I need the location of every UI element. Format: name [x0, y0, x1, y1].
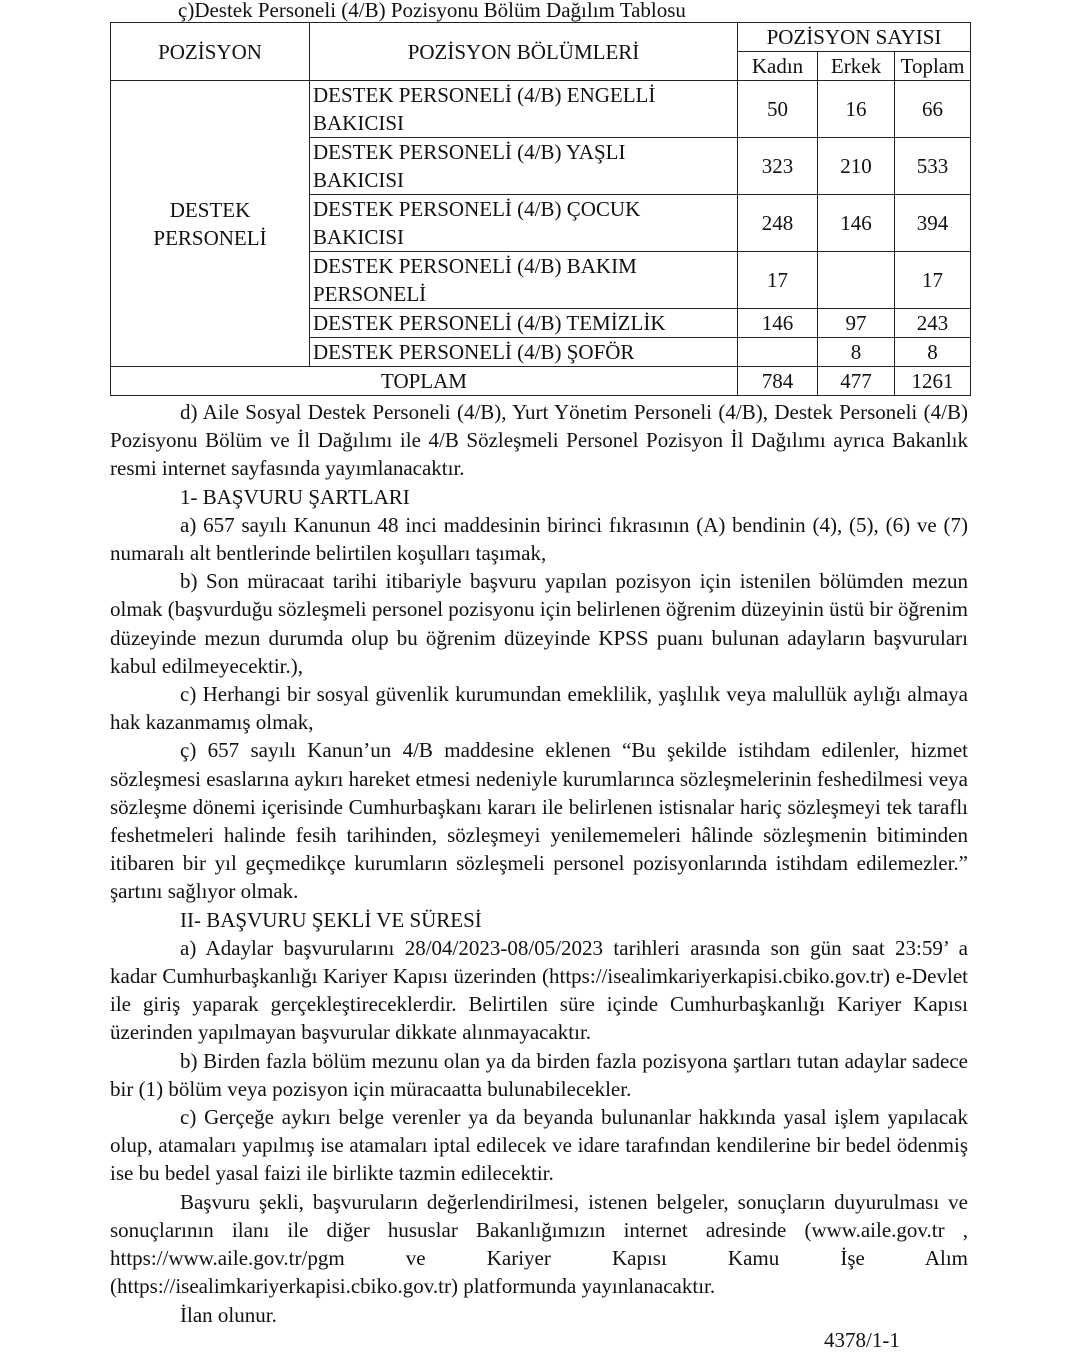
group-label [111, 81, 310, 367]
total-row [111, 367, 971, 396]
position-distribution-table [110, 22, 971, 396]
total-male: 477 [818, 367, 895, 396]
total-female: 784 [738, 367, 818, 396]
male-count: 97 [818, 309, 895, 338]
section-name [310, 81, 738, 138]
header-position: POZİSYON [111, 23, 310, 81]
female-count: 50 [738, 81, 818, 138]
heading-application-method: II- BAŞVURU ŞEKLİ VE SÜRESİ [180, 907, 482, 932]
total-count: 8 [895, 338, 971, 367]
document-body [110, 398, 968, 1329]
header-sections: POZİSYON BÖLÜMLERİ [310, 23, 738, 81]
header-total: Toplam [895, 52, 971, 81]
method-b: b) Birden fazla bölüm mezunu olan ya da birden fazla pozisyona şartları tutan adaylar sadece bir (1) bölüm veya pozisyon için müracaatta bulunabilecekler. [110, 1048, 968, 1101]
section-name: DESTEK PERSONELİ (4/B) TEMİZLİK [310, 309, 738, 338]
heading-application-requirements: 1- BAŞVURU ŞARTLARI [180, 484, 410, 509]
grand-total: 1261 [895, 367, 971, 396]
table-caption: ç)Destek Personeli (4/B) Pozisyonu Bölüm Dağılım Tablosu [178, 0, 686, 22]
male-count: 8 [818, 338, 895, 367]
table-row [111, 81, 971, 138]
total-count: 243 [895, 309, 971, 338]
paragraph-d: d) Aile Sosyal Destek Personeli (4/B), Yurt Yönetim Personeli (4/B), Destek Personeli (4/B) Pozisyonu Bölüm ve İl Dağılımı ile 4/B Sözleşmeli Personel Pozisyon İl Dağılımı ayrıca Bakanlık resmi internet sayfasında yayımlanacaktır. [110, 400, 968, 481]
section-name [310, 195, 738, 252]
requirement-c-cedilla: ç) 657 sayılı Kanun’un 4/B maddesine eklenen “Bu şekilde istihdam edilenler, hizmet sözleşmesi esaslarına aykırı hareket etmesi nedeniyle kurumlarınca sözleşmelerinin feshedilmesi veya sözleşme dönemi içerisinde Cumhurbaşkanı kararı ile belirlenen istisnalar hariç sözleşmeyi tek taraflı feshetmeleri halinde fesih tarihinden, sözleşmeyi yenilememeleri hâlinde sözleşmenin bitiminden itibaren bir yıl geçmedikçe kurumların sözleşmeli personel pozisyonlarında istihdam edilemezler.” şartını sağlıyor olmak. [110, 738, 968, 904]
section-name: DESTEK PERSONELİ (4/B) ŞOFÖR [310, 338, 738, 367]
announcement-line: İlan olunur. [180, 1302, 277, 1327]
requirement-a: a) 657 sayılı Kanunun 48 inci maddesinin birinci fıkrasının (A) bendinin (4), (5), (6) ve (7) numaralı alt bentlerinde belirtilen koşulları taşımak, [110, 512, 968, 566]
total-label: TOPLAM [111, 367, 738, 396]
section-name-line2: BAKICISI [313, 225, 405, 249]
female-count: 248 [738, 195, 818, 252]
male-count: 210 [818, 138, 895, 195]
male-count [818, 252, 895, 309]
document-reference-number: 4378/1-1 [824, 1328, 900, 1352]
section-name-line2: PERSONELİ [313, 282, 427, 306]
group-label-line1: DESTEK [169, 197, 251, 222]
section-name-line2: BAKICISI [313, 111, 405, 135]
female-count [738, 338, 818, 367]
female-count: 17 [738, 252, 818, 309]
header-female: Kadın [738, 52, 818, 81]
requirement-b: b) Son müracaat tarihi itibariyle başvuru yapılan pozisyon için istenilen bölümden mezun olmak (başvurduğu sözleşmeli personel pozisyonu için belirlenen öğrenim düzeyinin üstü bir öğrenim düzeyinde mezun durumda olup bu öğrenim düzeyinde KPSS puanı bulunan adayların başvuruları kabul edilmeyecektir.), [110, 569, 968, 678]
group-label-line2: PERSONELİ [153, 225, 267, 250]
total-count: 533 [895, 138, 971, 195]
total-count: 394 [895, 195, 971, 252]
closing-paragraph: Başvuru şekli, başvuruların değerlendirilmesi, istenen belgeler, sonuçların duyurulması ve sonuçlarının ilanı ile diğer hususlar Bakanlığımızın internet adresinde (www.aile.gov.tr , https://www.aile.gov.tr/pgm ve Kariyer Kapısı Kamu İşe Alım (https://isealimkariyerkapisi.cbiko.gov.tr) platformunda yayınlanacaktır. [110, 1189, 968, 1299]
total-count: 17 [895, 252, 971, 309]
male-count: 16 [818, 81, 895, 138]
female-count: 146 [738, 309, 818, 338]
method-a: a) Adaylar başvurularını 28/04/2023-08/05/2023 tarihleri arasında son gün saat 23:59’ a kadar Cumhurbaşkanlığı Kariyer Kapısı üzerinden (https://isealimkariyerkapisi.cbiko.gov.tr) e-Devlet ile giriş yaparak gerçekleştireceklerdir. Belirtilen süre içinde Cumhurbaşkanlığı Kariyer Kapısı üzerinden yapılmayan başvurular dikkate alınmayacaktır. [110, 935, 968, 1045]
header-position-count: POZİSYON SAYISI [738, 23, 971, 52]
section-name-line1: DESTEK PERSONELİ (4/B) BAKIM [313, 254, 637, 278]
section-name [310, 252, 738, 309]
female-count: 323 [738, 138, 818, 195]
section-name-line2: BAKICISI [313, 168, 405, 192]
section-name-line1: DESTEK PERSONELİ (4/B) ÇOCUK [313, 197, 641, 221]
section-name [310, 138, 738, 195]
section-name-line1: DESTEK PERSONELİ (4/B) ENGELLİ [313, 83, 656, 107]
section-name-line1: DESTEK PERSONELİ (4/B) YAŞLI [313, 140, 626, 164]
method-c: c) Gerçeğe aykırı belge verenler ya da beyanda bulunanlar hakkında yasal işlem yapılacak olup, atamaları yapılmış ise atamaları iptal edilecek ve idare tarafından kendilerine bir bedel ödenmiş ise bu bedel yasal faizi ile birlikte tazmin edilecektir. [110, 1105, 968, 1186]
requirement-c: c) Herhangi bir sosyal güvenlik kurumundan emeklilik, yaşlılık veya malullük aylığı almaya hak kazanmamış olmak, [110, 682, 968, 735]
male-count: 146 [818, 195, 895, 252]
total-count: 66 [895, 81, 971, 138]
header-male: Erkek [818, 52, 895, 81]
